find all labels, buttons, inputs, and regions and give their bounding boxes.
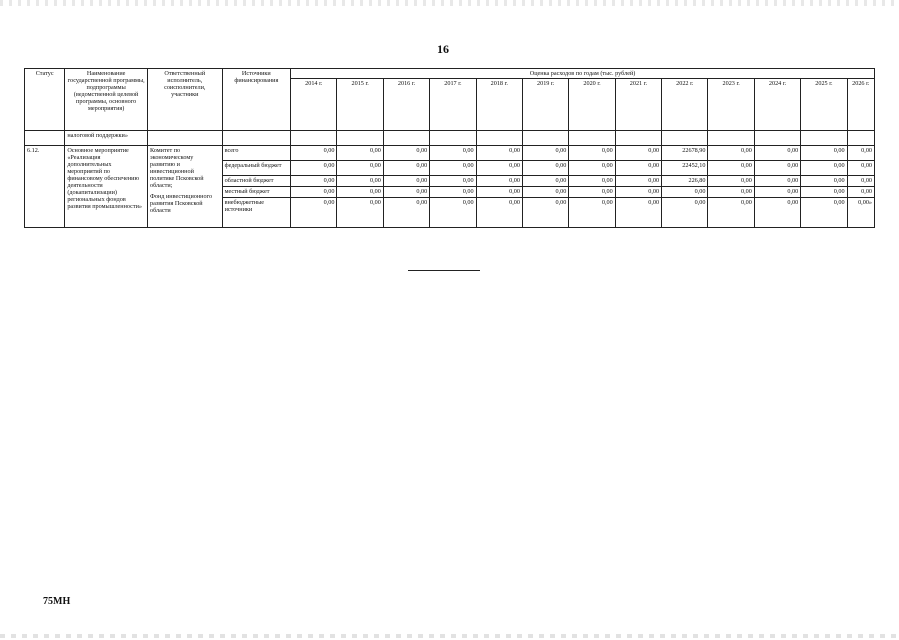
amount-cell: 0,00 (522, 161, 568, 176)
header-year: 2018 г. (476, 79, 522, 131)
amount-cell: 0,00 (476, 198, 522, 228)
amount-cell: 0,00 (754, 198, 800, 228)
amount-cell: 0,00 (291, 198, 337, 228)
header-year: 2025 г. (801, 79, 847, 131)
amount-cell: 0,00 (383, 176, 429, 187)
amount-cell: 0,00 (569, 187, 615, 198)
amount-cell: 22678,90 (662, 146, 708, 161)
row-status: 6.12. (25, 146, 65, 228)
scan-edge-bottom (0, 634, 899, 638)
amount-cell: 0,00 (337, 198, 383, 228)
amount-cell: 0,00 (337, 176, 383, 187)
amount-cell: 0,00 (430, 146, 476, 161)
footer-code: 75МН (43, 596, 71, 607)
amount-cell: 0,00 (615, 146, 661, 161)
amount-cell: 0,00 (847, 161, 874, 176)
source-label: внебюджетные источники (222, 198, 291, 228)
header-year: 2023 г. (708, 79, 754, 131)
amount-cell: 0,00 (708, 146, 754, 161)
header-year: 2017 г. (430, 79, 476, 131)
amount-cell: 0,00 (615, 176, 661, 187)
amount-cell: 0,00 (430, 187, 476, 198)
amount-cell: 0,00 (430, 176, 476, 187)
amount-cell: 0,00 (708, 161, 754, 176)
amount-cell: 0,00 (476, 187, 522, 198)
separator-line (408, 270, 480, 271)
amount-cell: 0,00 (801, 161, 847, 176)
amount-cell: 0,00 (476, 146, 522, 161)
expenditure-table (24, 68, 875, 228)
header-responsible: Ответственный исполнитель, соисполнители, участники (147, 69, 222, 131)
amount-cell: 0,00 (383, 146, 429, 161)
amount-cell: 0,00 (476, 161, 522, 176)
amount-cell: 0,00 (291, 176, 337, 187)
header-year: 2014 г. (291, 79, 337, 131)
amount-cell: 0,00 (801, 176, 847, 187)
header-year: 2019 г. (522, 79, 568, 131)
amount-cell: 0,00 (522, 187, 568, 198)
source-label: местный бюджет (222, 187, 291, 198)
amount-cell: 0,00 (569, 146, 615, 161)
amount-cell: 0,00 (662, 187, 708, 198)
header-year: 2022 г. (662, 79, 708, 131)
amount-cell: 0,00 (522, 198, 568, 228)
header-year: 2026 г. (847, 79, 874, 131)
amount-cell: 0,00 (291, 187, 337, 198)
source-label: федеральный бюджет (222, 161, 291, 176)
header-year: 2020 г. (569, 79, 615, 131)
amount-cell: 0,00 (615, 198, 661, 228)
amount-cell: 0,00 (801, 187, 847, 198)
amount-cell: 0,00 (383, 161, 429, 176)
amount-cell: 0,00 (476, 176, 522, 187)
scan-edge-top (0, 0, 899, 6)
amount-cell: 0,00 (847, 146, 874, 161)
amount-cell: 22452,10 (662, 161, 708, 176)
amount-cell: 0,00 (754, 161, 800, 176)
page-number: 16 (437, 42, 449, 56)
amount-cell: 0,00 (430, 161, 476, 176)
header-row-1 (25, 69, 875, 79)
amount-cell: 0,00 (708, 187, 754, 198)
header-status: Статус (25, 69, 65, 131)
row-name: Основное мероприятие «Реализация дополнительных мероприятий по финансовому обеспечению деятельности (докапитализации) региональных фондов развития промышленности» (65, 146, 148, 228)
amount-cell: 0,00 (337, 161, 383, 176)
amount-cell: 0,00 (522, 146, 568, 161)
amount-cell: 0,00 (430, 198, 476, 228)
amount-cell: 0,00 (754, 187, 800, 198)
source-label: областной бюджет (222, 176, 291, 187)
header-year: 2015 г. (337, 79, 383, 131)
amount-cell: 0,00 (383, 187, 429, 198)
carry-over-status (25, 131, 65, 146)
carry-over-sources (222, 131, 291, 146)
amount-cell: 0,00 (615, 187, 661, 198)
header-estimate: Оценка расходов по годам (тыс. рублей) (291, 69, 875, 79)
amount-cell: 0,00 (708, 176, 754, 187)
amount-cell: 226,80 (662, 176, 708, 187)
header-year: 2021 г. (615, 79, 661, 131)
amount-cell: 0,00 (337, 187, 383, 198)
amount-cell: 0,00 (847, 176, 874, 187)
source-row (25, 146, 875, 161)
responsible-participant: Фонд инвестиционного развития Псковской области (149, 193, 213, 214)
amount-cell: 0,00 (754, 176, 800, 187)
carry-over-responsible (147, 131, 222, 146)
amount-cell: 0,00» (847, 198, 874, 228)
amount-cell: 0,00 (337, 146, 383, 161)
amount-cell: 0,00 (569, 176, 615, 187)
header-name: Наименование государственной программы, подпрограммы (ведомственной целевой программы, основного мероприятия) (65, 69, 148, 131)
responsible-primary: Комитет по экономическому развитию и инвестиционной политике Псковской области; (149, 147, 204, 189)
amount-cell: 0,00 (291, 146, 337, 161)
amount-cell: 0,00 (801, 198, 847, 228)
source-label: всего (222, 146, 291, 161)
amount-cell: 0,00 (615, 161, 661, 176)
row-responsible (147, 146, 222, 228)
amount-cell: 0,00 (847, 187, 874, 198)
header-year: 2024 г. (754, 79, 800, 131)
amount-cell: 0,00 (291, 161, 337, 176)
header-year: 2016 г. (383, 79, 429, 131)
amount-cell: 0,00 (569, 198, 615, 228)
amount-cell: 0,00 (662, 198, 708, 228)
carry-over-row (25, 131, 875, 146)
amount-cell: 0,00 (754, 146, 800, 161)
header-sources: Источники финансирования (222, 69, 291, 131)
amount-cell: 0,00 (383, 198, 429, 228)
amount-cell: 0,00 (801, 146, 847, 161)
amount-cell: 0,00 (708, 198, 754, 228)
amount-cell: 0,00 (522, 176, 568, 187)
carry-over-name: налоговой поддержки» (65, 131, 148, 146)
amount-cell: 0,00 (569, 161, 615, 176)
